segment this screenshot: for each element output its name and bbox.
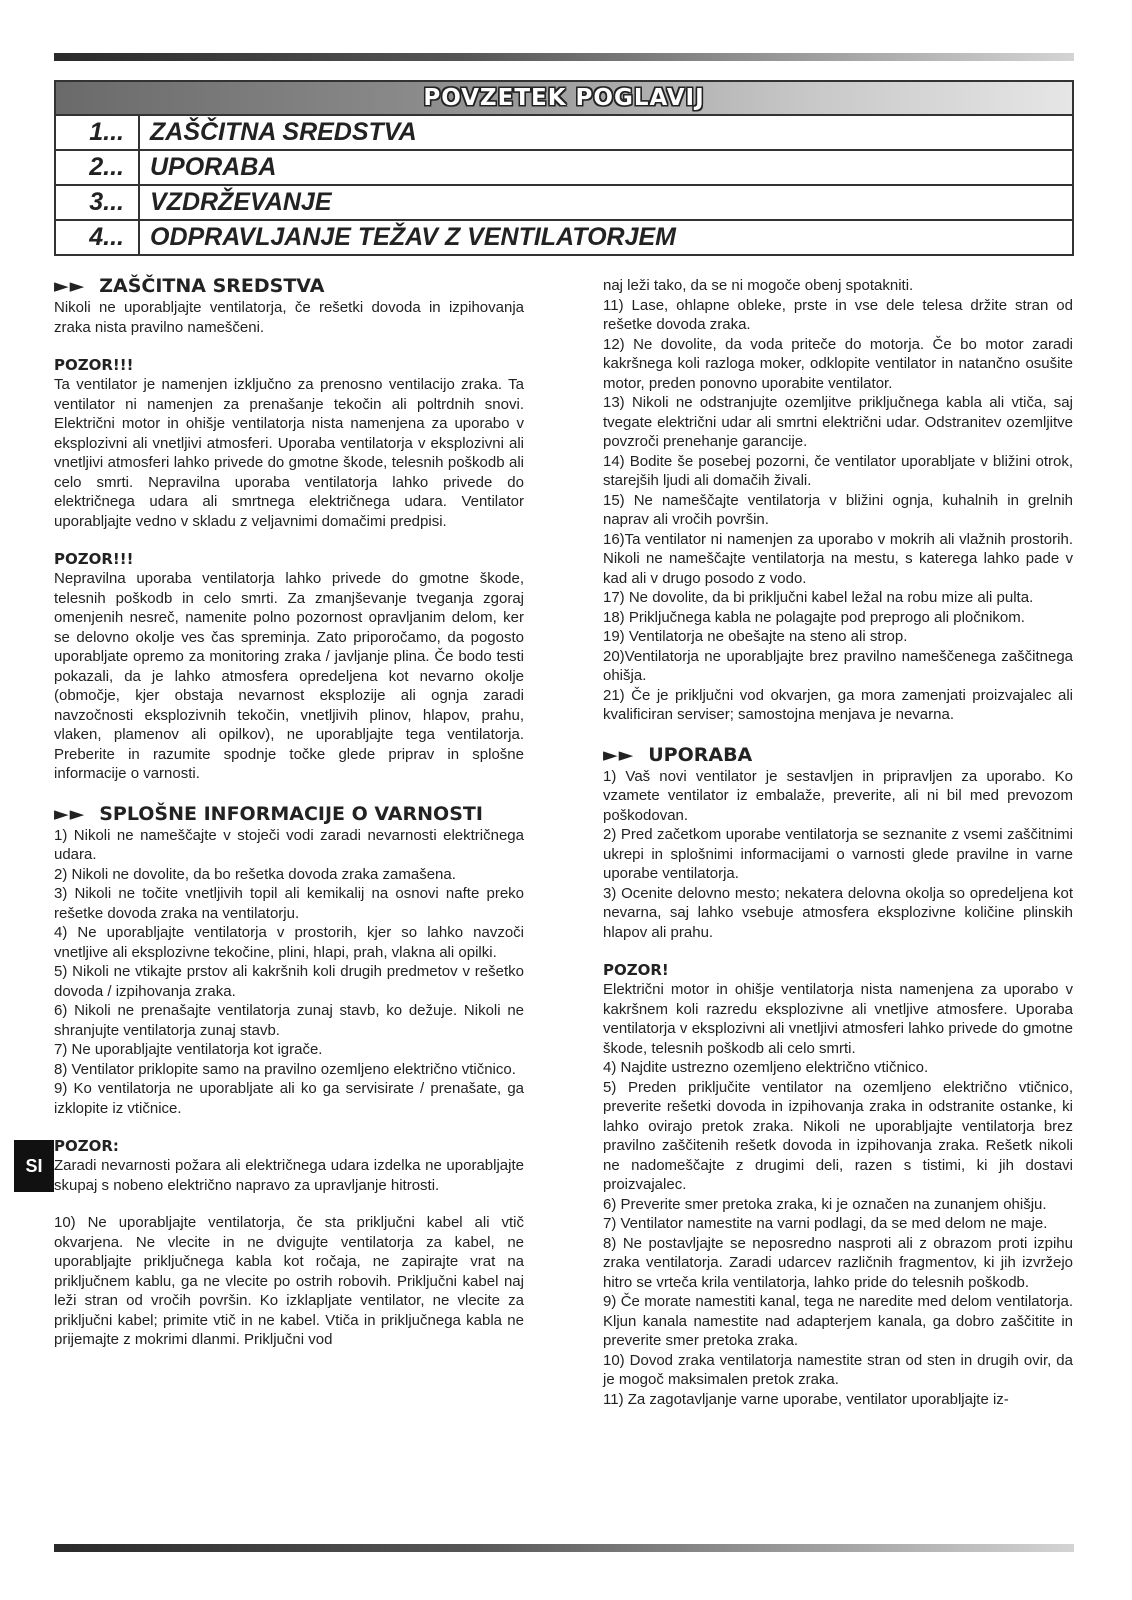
list-item: 4) Najdite ustrezno ozemljeno električno vtičnico. bbox=[603, 1059, 929, 1076]
warning-text: Električni motor in ohišje ventilatorja nista namenjena za uporabo v kakršnem koli razredu eksplozivne ali vnetljive atmosfere. Uporaba ventilatorja v eksplozivni ali vnetljivi atmosferi lahko privede do gmotne škode, telesnih poškodb ali celo smrti. bbox=[603, 981, 1073, 1057]
list-item: 17) Ne dovolite, da bi priključni kabel ležal na robu mize ali pulta. bbox=[603, 589, 1034, 606]
list-item: 15) Ne nameščajte ventilatorja v bližini ognja, kuhalnih in grelnih naprav ali vročih površin. bbox=[603, 491, 1073, 528]
list-item: 5) Preden priključite ventilator na ozemljeno električno vtičnico, preverite rešetki dovoda in izpihovanja zraka in odstranite ostanke, ki lahko ovirajo pretok zraka. Nikoli ne uporabljajte ventilatorja brez pravilno zaščitenih rešetk dovoda in izpihovanja zraka. Rešetk nikoli ne nadomeščajte z drugimi deli, razen s tistimi, ki jih dostavi proizvajalec. bbox=[603, 1078, 1073, 1193]
list-item: 10) Dovod zraka ventilatorja namestite stran od sten in drugih ovir, da je mogoč maksimalen pretok zraka. bbox=[603, 1351, 1073, 1388]
warning-title: POZOR!!! bbox=[54, 356, 134, 374]
list-item: 9) Ko ventilatorja ne uporabljate ali ko ga servisirate / prenašate, ga izklopite iz vtičnice. bbox=[54, 1080, 524, 1117]
list-item: 7) Ventilator namestite na varni podlagi, da se med delom ne maje. bbox=[603, 1215, 1048, 1232]
chapter-summary-title: POVZETEK POGLAVIJ bbox=[56, 82, 1072, 116]
toc-row bbox=[56, 221, 1072, 254]
list-item: 9) Če morate namestiti kanal, tega ne naredite med delom ventilatorja. Kljun kanala namestite nad adapterjem kanala, ga dobro zaščitite in preverite smer pretoka zraka. bbox=[603, 1293, 1073, 1349]
list-item: 2) Nikoli ne dovolite, da bo rešetka dovoda zraka zamašena. bbox=[54, 865, 456, 883]
language-tab: SI bbox=[14, 1140, 54, 1192]
list-item: 12) Ne dovolite, da voda priteče do motorja. Če bo motor zaradi kakršnega koli razloga moker, odklopite ventilator in natančno osušite motor, preden ponovno uporabite ventilator. bbox=[603, 335, 1073, 392]
section-heading-safety-info: ►► SPLOŠNE INFORMACIJE O VARNOSTI bbox=[54, 802, 483, 825]
warning-text: Nepravilna uporaba ventilatorja lahko privede do gmotne škode, telesnih poškodb in celo smrti. Za zmanjševanje tveganja zgoraj omenjenih nesreč, namenite polno pozornost opravljanim delom, ker se delovno okolje ves čas spreminja. Zato priporočamo, da pogosto uporabljate opremo za monitoring zraka / javljanje plina. Če bodo testi pokazali, da je lahko atmosfera opredeljena kot nevarno okolje (območje, kjer obstaja nevarnost eksplozije ali ognja zaradi navzočnosti eksplozivnih tekočin, vnetljivih plinov, hlapov, prahu, vlaken, plamenov ali opilkov), ne uporabljajte tega ventilatorja. Preberite in razumite spodnje točke glede priprav in splošne informacije o varnosti. bbox=[54, 570, 524, 782]
list-item: 11) Za zagotavljanje varne uporabe, ventilator uporabljajte iz- bbox=[603, 1390, 1009, 1408]
toc-number: 3... bbox=[56, 186, 140, 219]
list-item: 18) Priključnega kabla ne polagajte pod preprogo ali pločnikom. bbox=[603, 608, 1025, 626]
chapter-summary-table bbox=[54, 80, 1074, 256]
right-column bbox=[603, 276, 1073, 1409]
list-item: 14) Bodite še posebej pozorni, če ventilator uporabljate v bližini otrok, starejših ljudi ali domačih živali. bbox=[603, 452, 1073, 489]
arrow-icon: ►► bbox=[54, 802, 86, 825]
arrow-icon: ►► bbox=[603, 743, 635, 766]
toc-label: UPORABA bbox=[150, 153, 277, 181]
toc-row bbox=[56, 116, 1072, 151]
warning-title: POZOR: bbox=[54, 1137, 119, 1155]
list-item: 3) Ocenite delovno mesto; nekatera delovna okolja so opredeljena kot nevarna, saj lahko vsebuje atmosfera eksplozivne količine plinskih hlapov ali prahu. bbox=[603, 884, 1073, 941]
list-item: 1) Vaš novi ventilator je sestavljen in pripravljen za uporabo. Ko vzamete ventilator iz embalaže, preverite, ali ni bil med prevozom poškodovan. bbox=[603, 767, 1073, 824]
toc-number: 1... bbox=[56, 116, 140, 149]
section-intro: Nikoli ne uporabljajte ventilatorja, če rešetki dovoda in izpihovanja zraka nista pravilno nameščeni. bbox=[54, 299, 524, 336]
left-column bbox=[54, 274, 524, 1350]
list-item: naj leži tako, da se ni mogoče obenj spotakniti. bbox=[603, 277, 914, 294]
list-item: 20)Ventilatorja ne uporabljajte brez pravilno nameščenega zaščitnega ohišja. bbox=[603, 647, 1073, 684]
warning-text: Ta ventilator je namenjen izključno za prenosno ventilacijo zraka. Ta ventilator ni namenjen za prenašanje tekočin ali poltrdnih snovi. Električni motor in ohišje ventilatorja nista namenjena za uporabo v eksplozivni ali vnetljivi atmosferi. Uporaba ventilatorja v eksplozivni ali vnetljivi atmosferi lahko privede do gmotne škode, telesnih poškodb ali celo smrti. Nepravilna uporaba ventilatorja lahko privede do električnega udara ali smrtnega električnega udara. Ventilator uporabljajte vedno v skladu z veljavnimi domačimi predpisi. bbox=[54, 376, 524, 530]
warning-title: POZOR!!! bbox=[54, 550, 134, 568]
toc-label: ZAŠČITNA SREDSTVA bbox=[150, 118, 417, 146]
toc-label: ODPRAVLJANJE TEŽAV Z VENTILATORJEM bbox=[150, 223, 676, 251]
list-item: 7) Ne uporabljajte ventilatorja kot igrače. bbox=[54, 1041, 323, 1058]
section-heading-usage: ►► UPORABA bbox=[603, 743, 753, 766]
toc-row bbox=[56, 186, 1072, 221]
warning-text: Zaradi nevarnosti požara ali električnega udara izdelka ne uporabljajte skupaj s nobeno električno napravo za upravljanje hitrosti. bbox=[54, 1157, 524, 1194]
list-item: 16)Ta ventilator ni namenjen za uporabo v mokrih ali vlažnih prostorih. Nikoli ne nameščajte ventilatorja na mestu, s katerega lahko pade v kad ali v drugo posodo z vodo. bbox=[603, 530, 1073, 587]
top-decorative-bar bbox=[54, 53, 1074, 61]
toc-label: VZDRŽEVANJE bbox=[150, 188, 332, 216]
arrow-icon: ►► bbox=[54, 275, 86, 297]
list-item: 6) Nikoli ne prenašajte ventilatorja zunaj stavb, ko dežuje. Nikoli ne shranjujte ventilatorja zunaj stavb. bbox=[54, 1002, 524, 1039]
list-item: 11) Lase, ohlapne obleke, prste in vse dele telesa držite stran od rešetke dovoda zraka. bbox=[603, 296, 1073, 333]
toc-number: 2... bbox=[56, 151, 140, 184]
list-item: 8) Ne postavljajte se neposredno nasproti ali z obrazom proti izpihu zraka ventilatorja. Zaradi udarcev različnih fragmentov, ki jih izvržejo hitro se vrteča krila ventilatorja, lahko pride do telesnih poškodb. bbox=[603, 1234, 1073, 1291]
list-item: 8) Ventilator priklopite samo na pravilno ozemljeno električno vtičnico. bbox=[54, 1060, 516, 1078]
toc-number: 4... bbox=[56, 221, 140, 254]
list-item: 4) Ne uporabljajte ventilatorja v prostorih, kjer so lahko navzoči vnetljive ali eksplozivne tekočine, plini, hlapi, prah, vlakna ali opilki. bbox=[54, 924, 524, 961]
list-item: 5) Nikoli ne vtikajte prstov ali kakršnih koli drugih predmetov v rešetko dovoda / izpihovanja zraka. bbox=[54, 963, 524, 1000]
toc-row bbox=[56, 151, 1072, 186]
list-item: 13) Nikoli ne odstranjujte ozemljitve priključnega kabla ali vtiča, saj tvegate električni udar ali smrtni električni udar. Odstranitev ozemljitve povzroči prenehanje garancije. bbox=[603, 394, 1073, 450]
list-item: 2) Pred začetkom uporabe ventilatorja se seznanite z vsemi zaščitnimi ukrepi in splošnimi informacijami o varnosti glede pravilne in varne uporabe ventilatorja. bbox=[603, 826, 1073, 882]
section-heading-protective: ►► ZAŠČITNA SREDSTVA bbox=[54, 275, 325, 297]
list-item: 3) Nikoli ne točite vnetljivih topil ali kemikalij na osnovi nafte preko rešetke dovoda zraka na ventilatorju. bbox=[54, 885, 524, 922]
bottom-decorative-bar bbox=[54, 1544, 1074, 1552]
list-item: 6) Preverite smer pretoka zraka, ki je označen na zunanjem ohišju. bbox=[603, 1195, 1047, 1213]
warning-title: POZOR! bbox=[603, 961, 669, 979]
list-item: 21) Če je priključni vod okvarjen, ga mora zamenjati proizvajalec ali kvalificiran serviser; samostojna menjava je nevarna. bbox=[603, 686, 1073, 723]
list-item: 19) Ventilatorja ne obešajte na steno ali strop. bbox=[603, 628, 908, 645]
list-item: 10) Ne uporabljajte ventilatorja, če sta priključni kabel ali vtič okvarjena. Ne vlecite in ne dvigujte ventilatorja za kabel, ne uporabljajte priključnega kabla kot ročaja, ne zapirajte vrat na priključnem kablu, ga ne vlecite po ostrih robovih. Priključni kabel naj leži stran od vročih površin. Ko izklapljate ventilator, ne vlecite za priključni kabel; primite vtič in ne kabel. Vtiča in priključnega kabla ne prijemajte z mokrimi dlanmi. Priključni vod bbox=[54, 1214, 524, 1348]
list-item: 1) Nikoli ne nameščajte v stoječi vodi zaradi nevarnosti električnega udara. bbox=[54, 826, 524, 863]
